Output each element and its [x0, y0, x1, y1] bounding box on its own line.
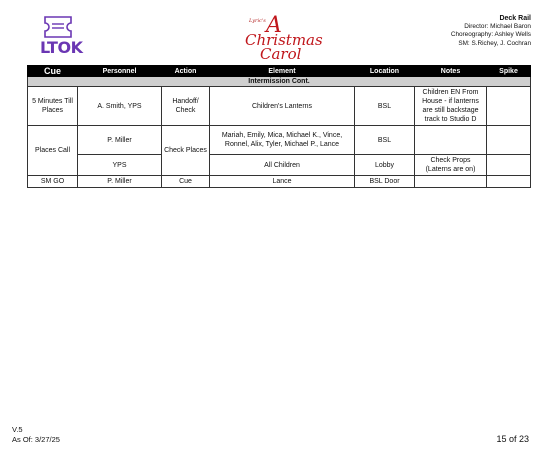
- cell-spike: [487, 176, 531, 188]
- table-row: [28, 126, 531, 155]
- cell-cue: 5 Minutes Till Places: [28, 87, 78, 126]
- cell-element: Lance: [210, 176, 355, 188]
- as-of-date: As Of: 3/27/25: [12, 435, 60, 444]
- column-header-action: Action: [162, 66, 210, 77]
- column-header-notes: Notes: [415, 66, 487, 77]
- cell-location: BSL: [355, 87, 415, 126]
- table-header-row: [28, 66, 531, 77]
- cell-notes: Check Props (Laterns are on): [415, 155, 487, 176]
- cell-action: Handoff/ Check: [162, 87, 210, 126]
- document-title: Deck Rail: [499, 15, 531, 22]
- column-header-personnel: Personnel: [78, 66, 162, 77]
- cell-element: Children's Lanterns: [210, 87, 355, 126]
- choreography-line: Choreography: Ashley Wells: [450, 31, 531, 39]
- cell-personnel: P. Miller: [78, 176, 162, 188]
- christmas-carol-logo: Lyric's A Christmas Carol: [245, 13, 323, 63]
- cell-notes: Children EN From House - if lanterns are still backstage track to Studio D: [415, 87, 487, 126]
- stage-manager-line: SM: S.Richey, J. Cochran: [458, 39, 531, 47]
- version-info: [12, 425, 60, 445]
- ltok-logo: [40, 16, 82, 56]
- cell-cue: SM GO: [28, 176, 78, 188]
- cell-location: BSL Door: [355, 176, 415, 188]
- cell-spike: [487, 126, 531, 155]
- document-header-info: [451, 15, 531, 48]
- cell-personnel: YPS: [78, 155, 162, 176]
- cell-cue: Places Call: [28, 126, 78, 176]
- cell-spike: [487, 155, 531, 176]
- cell-location: BSL: [355, 126, 415, 155]
- cell-location: Lobby: [355, 155, 415, 176]
- table-row: [28, 87, 531, 126]
- cell-element: Mariah, Emily, Mica, Michael K., Vince, Ronnel, Alix, Tyler, Michael P., Lance: [210, 126, 355, 155]
- cell-personnel: A. Smith, YPS: [78, 87, 162, 126]
- version-label: V.5: [12, 425, 23, 434]
- page-number: 15 of 23: [496, 434, 529, 444]
- cell-element: All Children: [210, 155, 355, 176]
- column-header-cue: Cue: [28, 66, 78, 77]
- cell-spike: [487, 87, 531, 126]
- section-label: Intermission Cont.: [28, 77, 531, 87]
- column-header-spike: Spike: [487, 66, 531, 77]
- table-row: [28, 155, 531, 176]
- column-header-location: Location: [355, 66, 415, 77]
- ticket-icon: [43, 16, 73, 38]
- director-line: Director: Michael Baron: [464, 23, 531, 31]
- column-header-element: Element: [210, 66, 355, 77]
- cell-personnel: P. Miller: [78, 126, 162, 155]
- cell-notes: [415, 126, 487, 155]
- section-row: [28, 77, 531, 87]
- cell-notes: [415, 176, 487, 188]
- cell-action: Check Places: [162, 126, 210, 176]
- deck-rail-table: [27, 65, 531, 188]
- ltok-wordmark: LTOK: [40, 38, 83, 57]
- table-row: [28, 176, 531, 188]
- cell-action: Cue: [162, 176, 210, 188]
